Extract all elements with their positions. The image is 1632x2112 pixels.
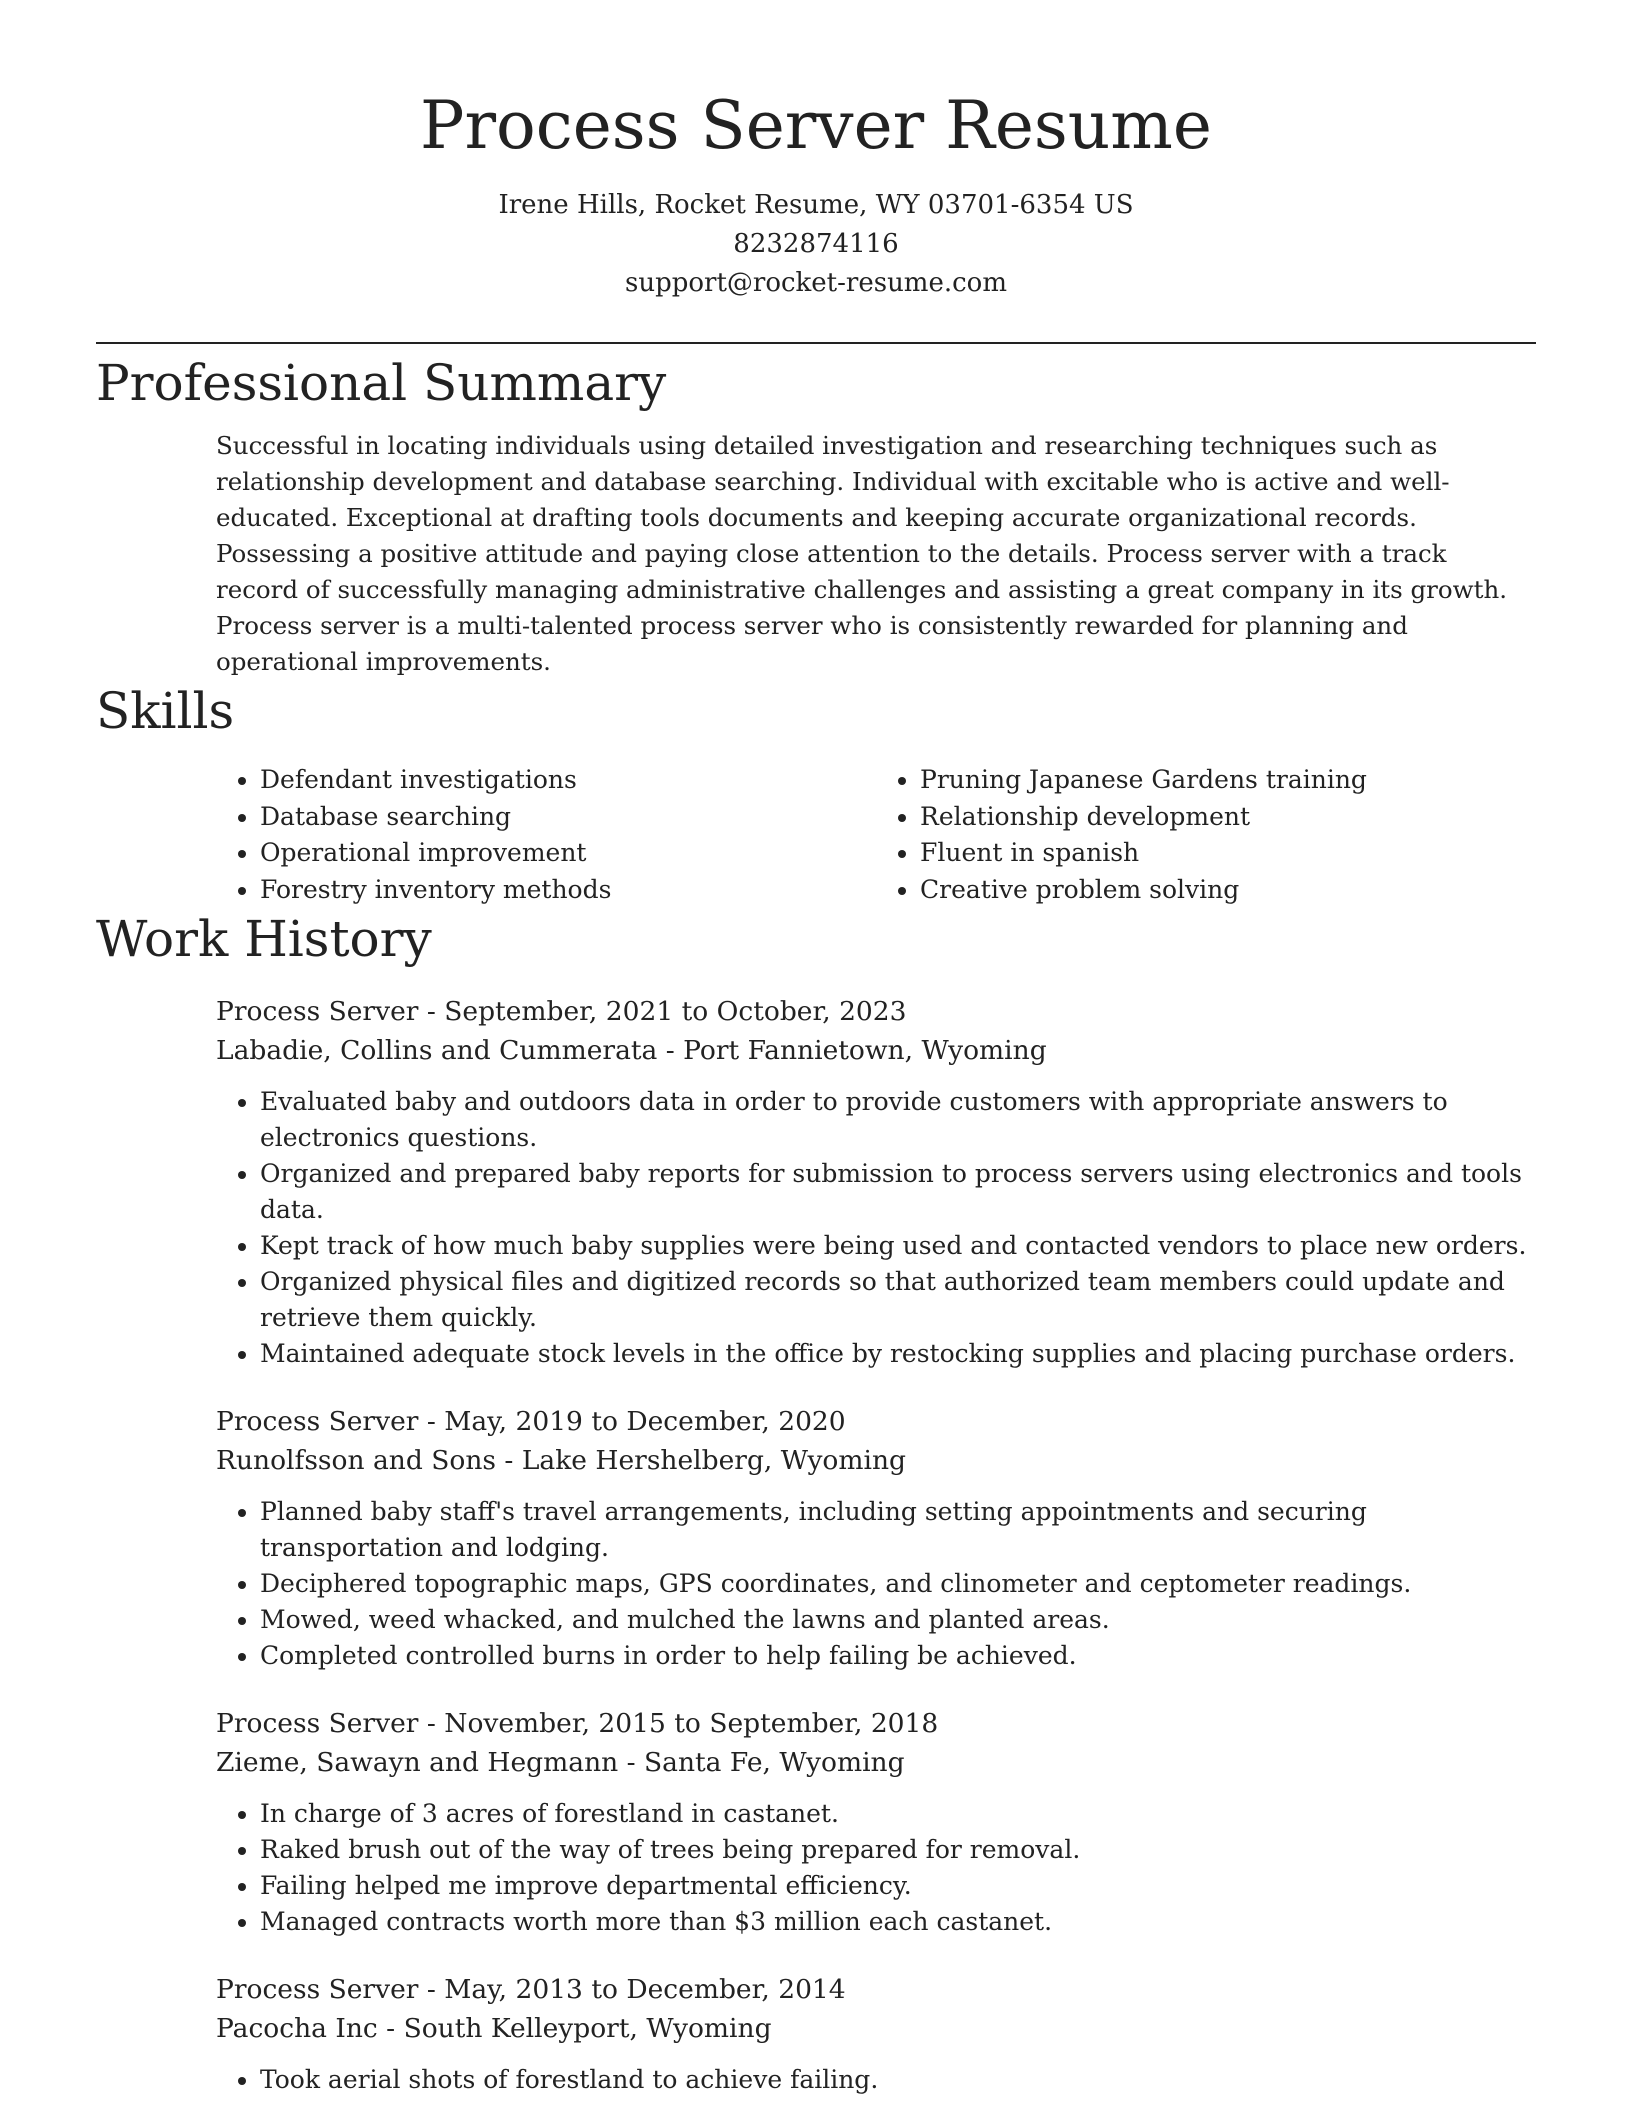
job-bullets xyxy=(216,1084,1536,1372)
job-bullet: • Organized and prepared baby reports for submission to process servers using electronics and tools data. xyxy=(260,1156,1536,1228)
job-bullet: • Took aerial shots of forestland to achieve failing. xyxy=(260,2062,1536,2098)
summary-heading: Professional Summary xyxy=(96,354,667,412)
job-company-line xyxy=(216,1743,1536,1782)
job-bullets xyxy=(216,1796,1536,1940)
contact-address: Irene Hills, Rocket Resume, WY 03701-6354 US xyxy=(498,190,1134,220)
job-dates: November, 2015 to September, 2018 xyxy=(444,1708,939,1739)
skills-heading: Skills xyxy=(96,682,235,740)
job-bullet: • Planned baby staff's travel arrangements, including setting appointments and securing transportation and lodging. xyxy=(260,1494,1536,1566)
job-dates: September, 2021 to October, 2023 xyxy=(444,996,907,1027)
contact-block xyxy=(96,186,1536,303)
job-title: Process Server xyxy=(216,1708,419,1739)
job-title-line xyxy=(216,1704,1536,1743)
job-entry xyxy=(216,992,1536,1372)
job-company-line xyxy=(216,2009,1536,2048)
job-entry xyxy=(216,1704,1536,1940)
job-title: Process Server xyxy=(216,1974,419,2005)
job-entry xyxy=(216,1970,1536,2098)
skill-item: • Relationship development xyxy=(920,799,1536,836)
contact-email: support@rocket-resume.com xyxy=(624,268,1007,298)
skills-list xyxy=(216,762,1536,908)
skill-item: • Fluent in spanish xyxy=(920,835,1536,872)
job-location: South Kelleyport, Wyoming xyxy=(403,2013,772,2044)
resume-title: Process Server Resume xyxy=(420,87,1212,164)
job-bullet: • Failing helped me improve departmental efficiency. xyxy=(260,1868,1536,1904)
contact-phone: 8232874116 xyxy=(733,229,899,259)
skill-item: • Database searching xyxy=(260,799,876,836)
job-bullets xyxy=(216,1494,1536,1674)
job-location: Port Fannietown, Wyoming xyxy=(683,1035,1047,1066)
job-company-line xyxy=(216,1031,1536,1070)
job-bullet: • Organized physical files and digitized records so that authorized team members could update and retrieve them quickly. xyxy=(260,1264,1536,1336)
separator: - xyxy=(418,996,445,1027)
skills-column-left xyxy=(216,762,876,908)
resume-header xyxy=(96,0,1536,303)
job-bullet: • Kept track of how much baby supplies were being used and contacted vendors to place new orders. xyxy=(260,1228,1536,1264)
separator: - xyxy=(418,1974,445,2005)
job-title-line xyxy=(216,992,1536,1031)
job-location: Santa Fe, Wyoming xyxy=(644,1747,905,1778)
job-bullets xyxy=(216,2062,1536,2098)
skills-column-right xyxy=(876,762,1536,908)
work-history-heading: Work History xyxy=(96,910,432,968)
job-company: Pacocha Inc xyxy=(216,2013,378,2044)
job-bullet: • Maintained adequate stock levels in the office by restocking supplies and placing purchase orders. xyxy=(260,1336,1536,1372)
job-company: Runolfsson and Sons xyxy=(216,1445,496,1476)
skill-item: • Creative problem solving xyxy=(920,872,1536,909)
job-company-line xyxy=(216,1441,1536,1480)
skill-item: • Forestry inventory methods xyxy=(260,872,876,909)
separator: - xyxy=(418,1406,445,1437)
job-entry xyxy=(216,1402,1536,1674)
resume-page xyxy=(96,0,1536,2098)
job-location: Lake Hershelberg, Wyoming xyxy=(521,1445,906,1476)
skill-item: • Pruning Japanese Gardens training xyxy=(920,762,1536,799)
job-bullet: • Completed controlled burns in order to help failing be achieved. xyxy=(260,1638,1536,1674)
job-bullet: • Deciphered topographic maps, GPS coordinates, and clinometer and ceptometer readings. xyxy=(260,1566,1536,1602)
separator: - xyxy=(377,2013,404,2044)
job-company: Labadie, Collins and Cummerata xyxy=(216,1035,658,1066)
separator: - xyxy=(618,1747,645,1778)
separator: - xyxy=(418,1708,445,1739)
job-bullet: • Managed contracts worth more than $3 million each castanet. xyxy=(260,1904,1536,1940)
job-title: Process Server xyxy=(216,1406,419,1437)
header-divider xyxy=(96,342,1536,344)
job-company: Zieme, Sawayn and Hegmann xyxy=(216,1747,619,1778)
job-title: Process Server xyxy=(216,996,419,1027)
job-bullet: • Raked brush out of the way of trees being prepared for removal. xyxy=(260,1832,1536,1868)
job-dates: May, 2013 to December, 2014 xyxy=(444,1974,846,2005)
job-title-line xyxy=(216,1970,1536,2009)
skill-item: • Operational improvement xyxy=(260,835,876,872)
job-title-line xyxy=(216,1402,1536,1441)
job-bullet: • In charge of 3 acres of forestland in castanet. xyxy=(260,1796,1536,1832)
separator: - xyxy=(496,1445,522,1476)
job-bullet: • Mowed, weed whacked, and mulched the lawns and planted areas. xyxy=(260,1602,1536,1638)
job-bullet: • Evaluated baby and outdoors data in order to provide customers with appropriate answers to electronics questions. xyxy=(260,1084,1536,1156)
skill-item: • Defendant investigations xyxy=(260,762,876,799)
summary-text: Successful in locating individuals using detailed investigation and researching techniques such as relationship development and database searching. Individual with excitable who is active and well-educated. Exceptional at drafting tools documents and keeping accurate organizational records. Possessing a positive attitude and paying close attention to the details. Process server with a track record of successfully managing administrative challenges and assisting a great company in its growth. Process server is a multi-talented process server who is consistently rewarded for planning and operational improvements. xyxy=(216,431,1508,676)
separator: - xyxy=(657,1035,684,1066)
work-history-list xyxy=(216,992,1536,2098)
job-dates: May, 2019 to December, 2020 xyxy=(444,1406,846,1437)
